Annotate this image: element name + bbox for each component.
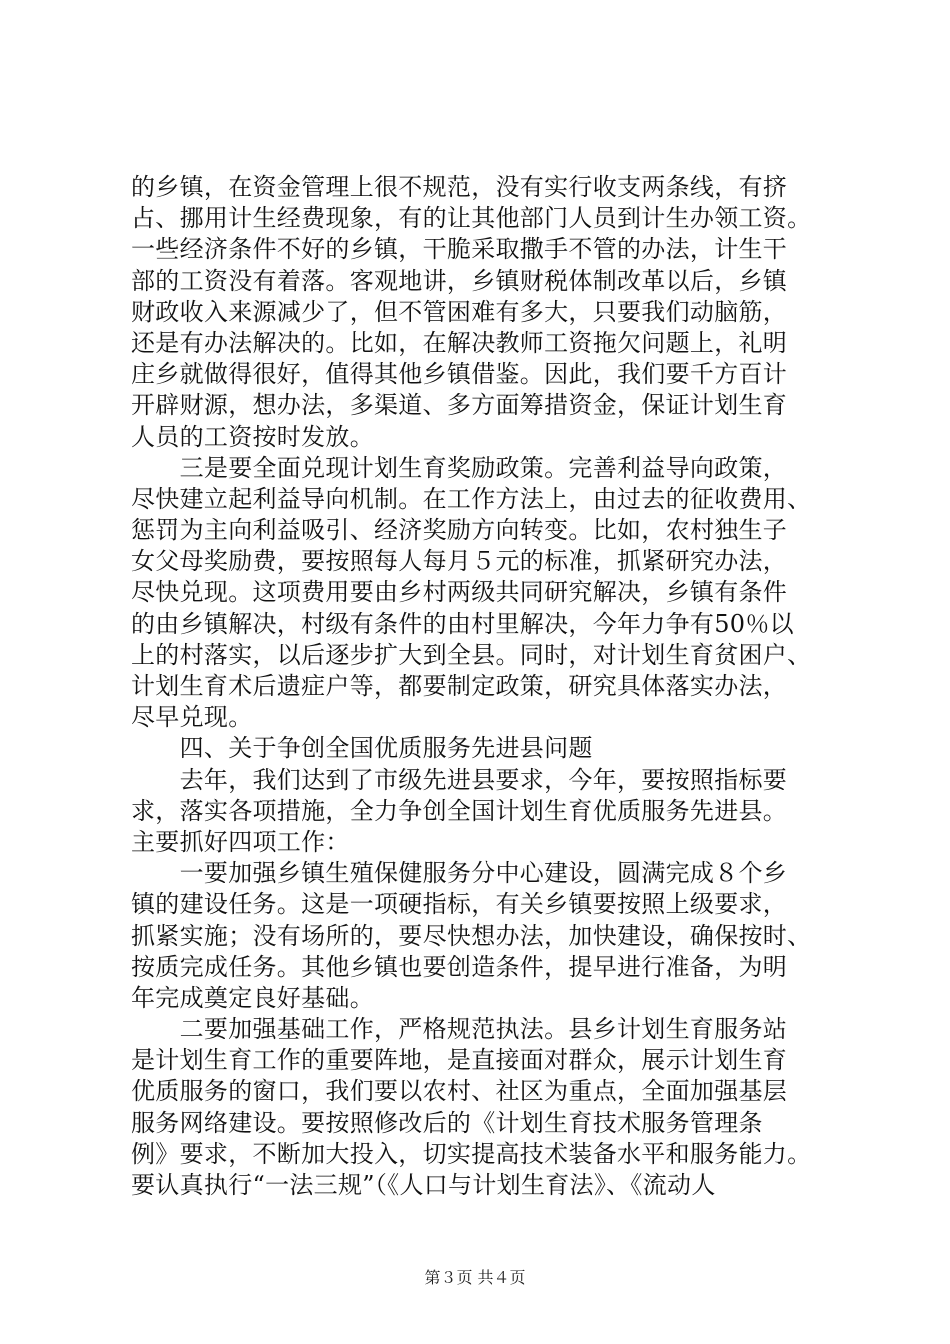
text-line: 占、挪用计生经费现象，有的让其他部门人员到计生办领工资。 [131,204,812,233]
text-line: 三是要全面兑现计划生育奖励政策。完善利益导向政策， [131,453,788,482]
text-line: 例》要求，不断加大投入，切实提高技术装备水平和服务能力。 [131,1139,812,1168]
text-line: 人员的工资按时发放。 [131,422,374,451]
text-line: 还是有办法解决的。比如，在解决教师工资拖欠问题上，礼明 [131,328,788,357]
text-line: 二要加强基础工作，严格规范执法。县乡计划生育服务站 [131,1015,788,1044]
text-line: 抓紧实施；没有场所的，要尽快想办法，加快建设，确保按时、 [131,921,812,950]
text-line: 部的工资没有着落。客观地讲，乡镇财税体制改革以后，乡镇 [131,266,788,295]
text-line: 按质完成任务。其他乡镇也要创造条件，提早进行准备，为明 [131,952,788,981]
text-line: 服务网络建设。要按照修改后的《计划生育技术服务管理条 [131,1108,763,1137]
text-line: 财政收入来源减少了，但不管困难有多大，只要我们动脑筋， [131,297,788,326]
text-line: 尽快建立起利益导向机制。在工作方法上，由过去的征收费用、 [131,484,812,513]
text-line: 庄乡就做得很好，值得其他乡镇借鉴。因此，我们要千方百计 [131,360,788,389]
text-line: 四、关于争创全国优质服务先进县问题 [131,734,593,763]
text-line: 去年，我们达到了市级先进县要求，今年，要按照指标要 [131,765,788,794]
text-line: 一些经济条件不好的乡镇，干脆采取撒手不管的办法，计生干 [131,235,788,264]
text-line: 开辟财源，想办法，多渠道、多方面筹措资金，保证计划生育 [131,391,788,420]
text-line: 尽早兑现。 [131,703,253,732]
text-line: 年完成奠定良好基础。 [131,983,374,1012]
text-line: 优质服务的窗口，我们要以农村、社区为重点，全面加强基层 [131,1077,788,1106]
text-line: 的乡镇，在资金管理上很不规范，没有实行收支两条线，有挤 [131,173,788,201]
text-line: 尽快兑现。这项费用要由乡村两级共同研究解决，乡镇有条件 [131,578,788,607]
text-line: 计划生育术后遗症户等，都要制定政策，研究具体落实办法， [131,672,788,700]
text-line: 是计划生育工作的重要阵地，是直接面对群众，展示计划生育 [131,1046,788,1075]
text-line: 求，落实各项措施，全力争创全国计划生育优质服务先进县。 [131,796,788,825]
text-line: 的由乡镇解决，村级有条件的由村里解决，今年力争有50％以 [131,609,794,638]
text-line: 主要抓好四项工作： [131,827,350,856]
text-line: 惩罚为主向利益吸引、经济奖励方向转变。比如，农村独生子 [131,516,788,545]
text-line: 女父母奖励费，要按照每人每月５元的标准，抓紧研究办法， [131,547,788,576]
text-line: 要认真执行“一法三规”（《人口与计划生育法》、《流动人 [131,1171,716,1199]
text-line: 一要加强乡镇生殖保健服务分中心建设，圆满完成８个乡 [131,859,788,888]
text-line: 上的村落实，以后逐步扩大到全县。同时，对计划生育贫困户、 [131,640,812,669]
page-footer: 第３页 共４页 [424,1268,526,1287]
text-line: 镇的建设任务。这是一项硬指标，有关乡镇要按照上级要求， [131,890,788,919]
body-text [131,172,831,1201]
